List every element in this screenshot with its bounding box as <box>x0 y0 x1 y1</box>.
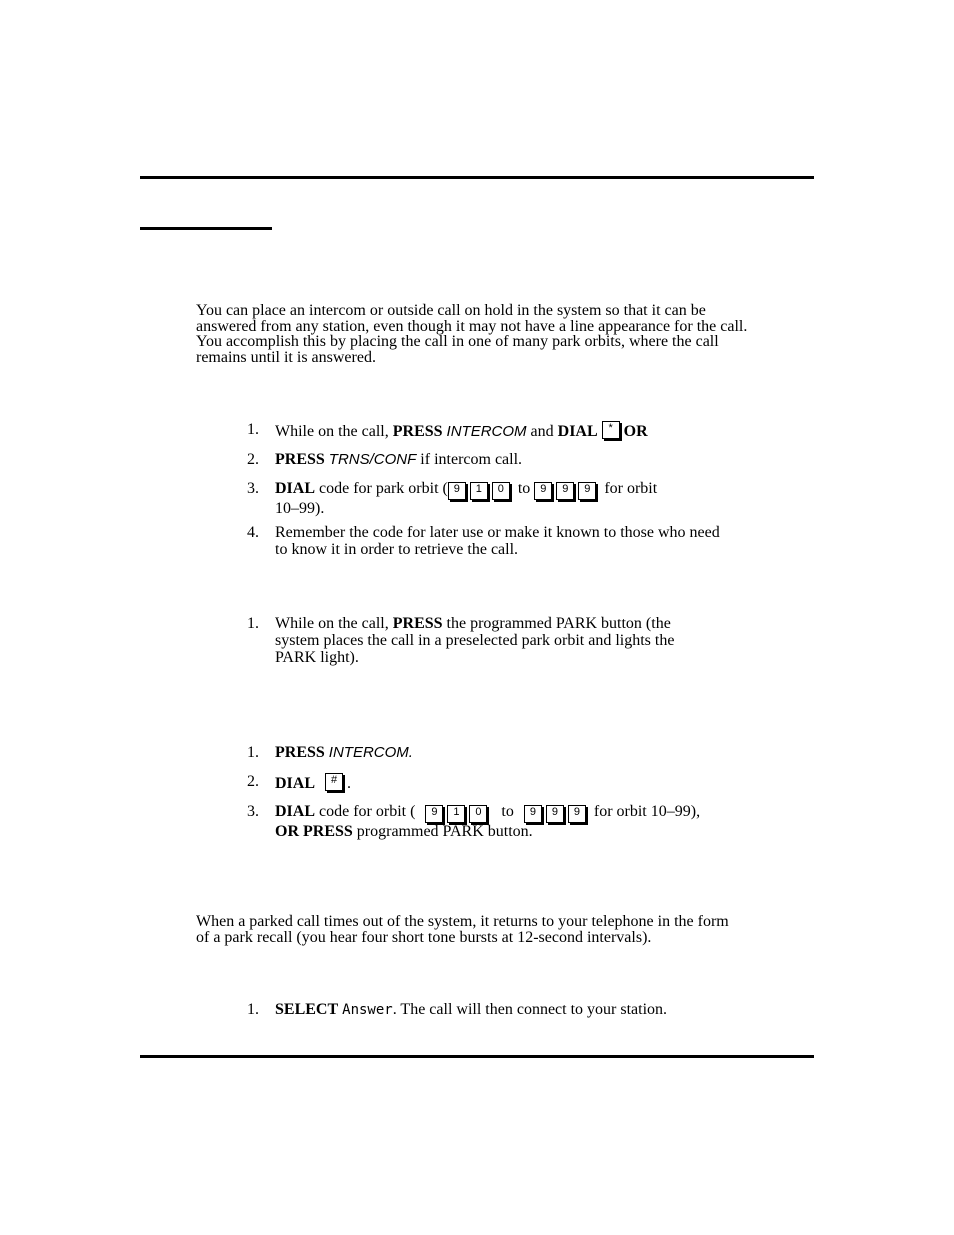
pound-key-icon: # <box>325 773 343 791</box>
intercom-label: INTERCOM. <box>328 744 413 761</box>
digit-key-icon: 9 <box>534 482 552 500</box>
digit-key-icon: 0 <box>469 805 487 823</box>
digit-key-icon: 0 <box>492 482 510 500</box>
digit-key-icon: 1 <box>470 482 488 500</box>
digit-key-icon: 9 <box>556 482 574 500</box>
intercom-label: INTERCOM <box>446 423 527 440</box>
answer-display-label: Answer <box>342 1002 393 1018</box>
digit-key-icon: 9 <box>568 805 586 823</box>
step-number: 1. <box>247 421 259 438</box>
digit-key-icon: 9 <box>546 805 564 823</box>
top-rule <box>140 176 814 179</box>
digit-key-icon: 9 <box>425 805 443 823</box>
intro-paragraph: You can place an intercom or outside call on hold in the system so that it can be answered from any station, even though it may not have a line appearance for the call. You accomplish this by placing the call in one of many park orbits, where the call remains until it is answered. <box>196 302 748 366</box>
digit-key-icon: 9 <box>524 805 542 823</box>
star-key-icon: * <box>602 421 620 439</box>
recall-paragraph: When a parked call times out of the system, it returns to your telephone in the form of a park recall (you hear four short tone bursts at 12-second intervals). <box>196 913 729 946</box>
digit-key-icon: 9 <box>578 482 596 500</box>
digit-key-icon: 9 <box>448 482 466 500</box>
digit-key-icon: 1 <box>447 805 465 823</box>
heading-underline <box>140 227 272 230</box>
bottom-rule <box>140 1055 814 1058</box>
trns-conf-label: TRNS/CONF <box>328 451 417 468</box>
